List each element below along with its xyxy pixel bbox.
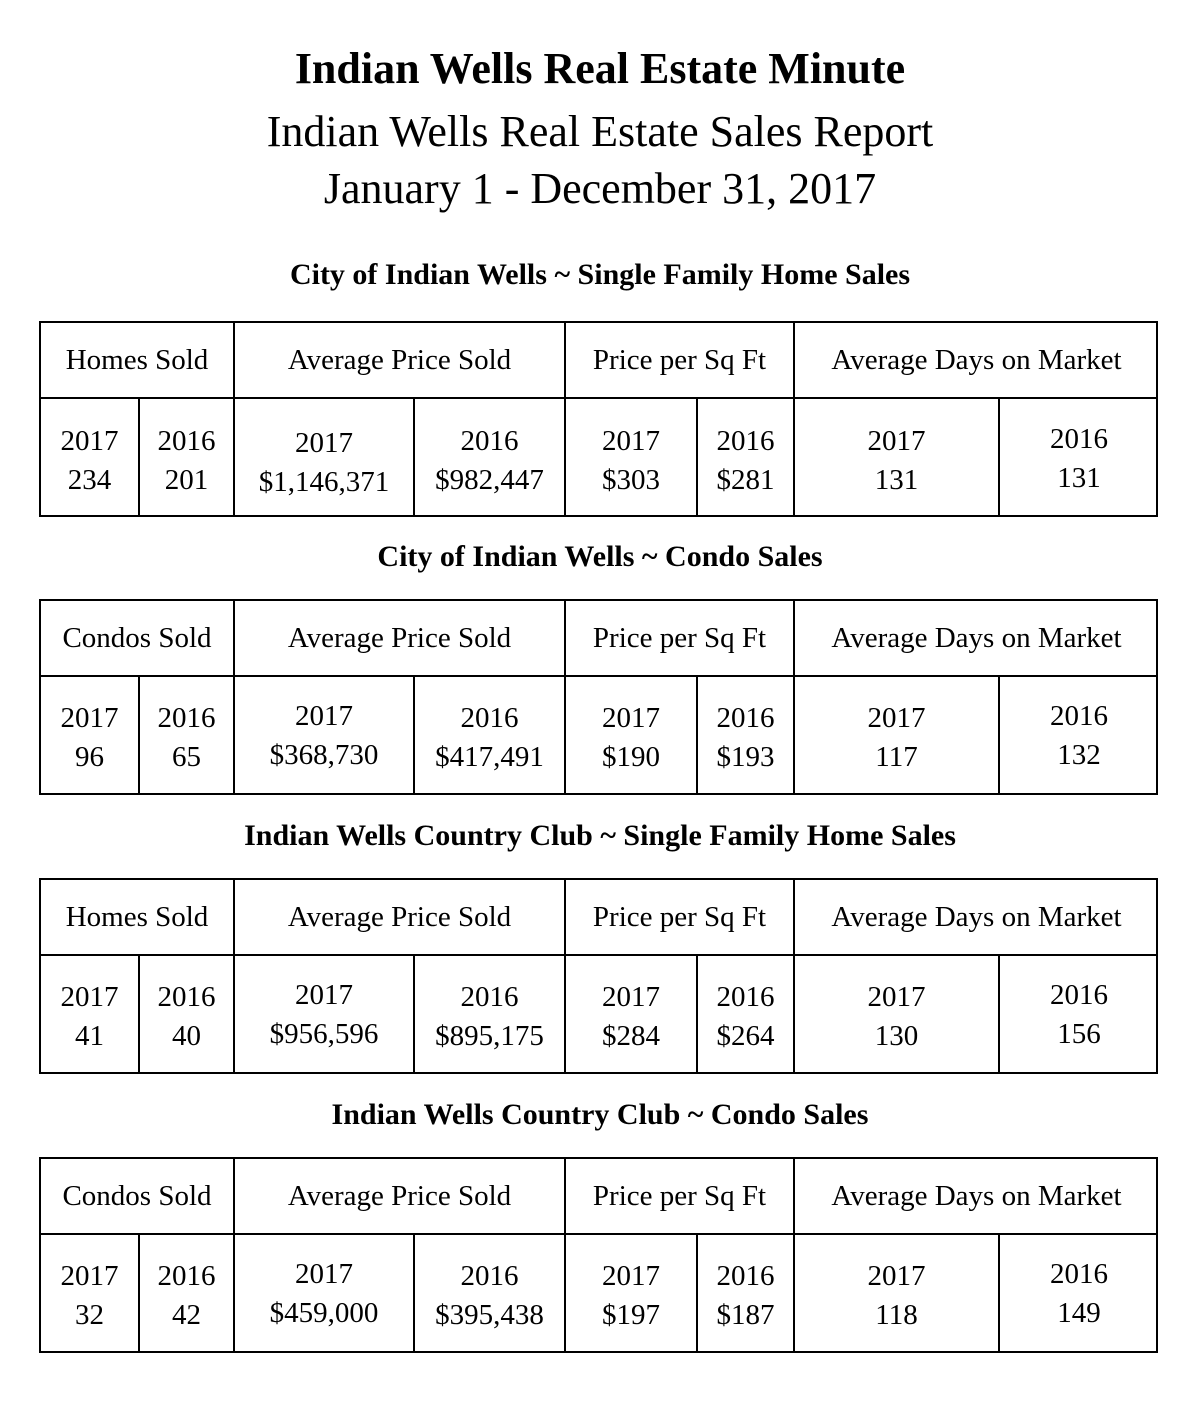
price-2017-cell: 2017 $1,146,371	[258, 427, 390, 498]
sold-2017-cell: 2017 234	[60, 425, 119, 496]
header-days-on-market: Average Days on Market	[831, 622, 1122, 654]
section-title: Indian Wells Country Club ~ Condo Sales	[331, 1098, 869, 1131]
report-subtitle: Indian Wells Real Estate Sales Report	[266, 107, 934, 156]
stats-table	[39, 599, 1158, 795]
price-2016-cell: 2016 $895,175	[435, 981, 544, 1052]
price-2017-cell: 2017 $956,596	[269, 979, 379, 1050]
psf-2016-cell: 2016 $187	[716, 1260, 775, 1331]
sold-2016-cell: 2016 40	[157, 981, 216, 1052]
header-units-sold: Homes Sold	[65, 344, 209, 376]
dom-2016-cell: 2016 156	[1050, 979, 1108, 1050]
section-title: Indian Wells Country Club ~ Single Family Home Sales	[244, 819, 956, 852]
stats-table	[39, 1157, 1158, 1353]
dom-2017-cell: 2017 131	[867, 425, 926, 496]
header-days-on-market: Average Days on Market	[831, 1180, 1122, 1212]
stats-table	[39, 321, 1158, 517]
sold-2017-cell: 2017 32	[60, 1260, 119, 1331]
header-units-sold: Condos Sold	[62, 1180, 212, 1212]
psf-2017-cell: 2017 $197	[602, 1260, 660, 1331]
sold-2017-cell: 2017 96	[60, 702, 119, 773]
header-price-per-sqft: Price per Sq Ft	[592, 344, 767, 376]
sold-2016-cell: 2016 65	[157, 702, 216, 773]
header-average-price: Average Price Sold	[287, 622, 512, 654]
psf-2016-cell: 2016 $281	[716, 425, 775, 496]
psf-2017-cell: 2017 $303	[602, 425, 660, 496]
sold-2016-cell: 2016 42	[157, 1260, 216, 1331]
dom-2017-cell: 2017 130	[867, 981, 926, 1052]
dom-2017-cell: 2017 117	[867, 702, 926, 773]
header-days-on-market: Average Days on Market	[831, 901, 1122, 933]
dom-2017-cell: 2017 118	[867, 1260, 926, 1331]
section-title: City of Indian Wells ~ Single Family Home Sales	[289, 258, 911, 291]
price-2016-cell: 2016 $395,438	[435, 1260, 544, 1331]
psf-2017-cell: 2017 $284	[602, 981, 660, 1052]
section-title: City of Indian Wells ~ Condo Sales	[377, 540, 823, 573]
header-price-per-sqft: Price per Sq Ft	[592, 622, 767, 654]
sold-2016-cell: 2016 201	[157, 425, 216, 496]
header-average-price: Average Price Sold	[287, 1180, 512, 1212]
dom-2016-cell: 2016 132	[1050, 700, 1108, 771]
header-price-per-sqft: Price per Sq Ft	[592, 901, 767, 933]
psf-2016-cell: 2016 $264	[716, 981, 775, 1052]
header-days-on-market: Average Days on Market	[831, 344, 1122, 376]
header-units-sold: Homes Sold	[65, 901, 209, 933]
report-brand-title: Indian Wells Real Estate Minute	[294, 44, 906, 93]
price-2017-cell: 2017 $368,730	[269, 700, 379, 771]
psf-2016-cell: 2016 $193	[716, 702, 775, 773]
price-2016-cell: 2016 $982,447	[435, 425, 544, 496]
dom-2016-cell: 2016 131	[1050, 423, 1108, 494]
header-units-sold: Condos Sold	[62, 622, 212, 654]
report-date-range: January 1 - December 31, 2017	[323, 164, 877, 213]
dom-2016-cell: 2016 149	[1050, 1258, 1108, 1329]
psf-2017-cell: 2017 $190	[602, 702, 660, 773]
header-average-price: Average Price Sold	[287, 344, 512, 376]
header-average-price: Average Price Sold	[287, 901, 512, 933]
header-price-per-sqft: Price per Sq Ft	[592, 1180, 767, 1212]
price-2016-cell: 2016 $417,491	[435, 702, 544, 773]
sold-2017-cell: 2017 41	[60, 981, 119, 1052]
stats-table	[39, 878, 1158, 1074]
price-2017-cell: 2017 $459,000	[269, 1258, 379, 1329]
